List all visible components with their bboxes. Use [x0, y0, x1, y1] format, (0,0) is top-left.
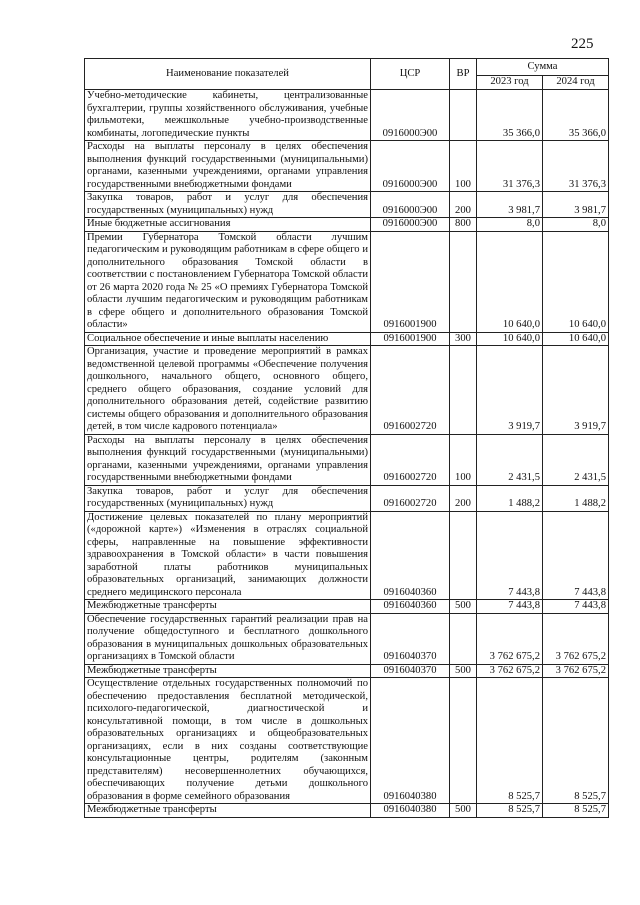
table-row: [85, 346, 609, 435]
table-row: [85, 218, 609, 232]
row-vr: 300: [450, 332, 477, 346]
page-number: 225: [571, 36, 594, 52]
row-name: Организация, участие и проведение мероприятий в рамках ведомственной целевой программы «Обеспечение получения дошкольного, начального общего, основного общего, среднего общего образования, создание условий для дополнительного образования детей, содействие развитию системы общего образования и дополнительного образования детей, в том числе кадрового потенциала»: [85, 346, 371, 435]
row-sum-2024: 35 366,0: [543, 90, 609, 141]
row-vr: 200: [450, 485, 477, 511]
row-name: Межбюджетные трансферты: [85, 804, 371, 818]
header-year-2024: 2024 год: [543, 76, 609, 90]
row-sum-2024: 1 488,2: [543, 485, 609, 511]
table-row: [85, 141, 609, 192]
table-row: [85, 192, 609, 218]
row-vr: 500: [450, 600, 477, 614]
row-sum-2024: 10 640,0: [543, 231, 609, 332]
row-sum-2023: 2 431,5: [477, 434, 543, 485]
table-row: [85, 231, 609, 332]
table-body: [85, 90, 609, 818]
row-sum-2023: 8,0: [477, 218, 543, 232]
row-vr: [450, 613, 477, 664]
table-row: [85, 485, 609, 511]
table-row: [85, 434, 609, 485]
row-sum-2024: 8,0: [543, 218, 609, 232]
row-name: Иные бюджетные ассигнования: [85, 218, 371, 232]
row-sum-2024: 31 376,3: [543, 141, 609, 192]
row-name: Социальное обеспечение и иные выплаты населению: [85, 332, 371, 346]
row-sum-2024: 10 640,0: [543, 332, 609, 346]
row-sum-2023: 8 525,7: [477, 804, 543, 818]
row-name: Расходы на выплаты персоналу в целях обеспечения выполнения функций государственными (муниципальными) органами, казенными учреждениями, органами управления государственными внебюджетными фондами: [85, 434, 371, 485]
row-sum-2024: 8 525,7: [543, 678, 609, 804]
row-vr: [450, 90, 477, 141]
row-csr: 0916000Э00: [371, 141, 450, 192]
row-csr: 0916002720: [371, 434, 450, 485]
table-row: [85, 511, 609, 600]
row-csr: 0916040370: [371, 613, 450, 664]
row-csr: 0916001900: [371, 332, 450, 346]
row-vr: [450, 346, 477, 435]
row-csr: 0916001900: [371, 231, 450, 332]
row-sum-2023: 31 376,3: [477, 141, 543, 192]
header-sum: Сумма: [477, 59, 609, 76]
row-vr: 100: [450, 434, 477, 485]
row-sum-2024: 3 762 675,2: [543, 664, 609, 678]
row-name: Расходы на выплаты персоналу в целях обеспечения выполнения функций государственными (муниципальными) органами, казенными учреждениями, органами управления государственными внебюджетными фондами: [85, 141, 371, 192]
row-sum-2023: 3 762 675,2: [477, 664, 543, 678]
table-row: [85, 332, 609, 346]
row-csr: 0916002720: [371, 485, 450, 511]
row-vr: [450, 231, 477, 332]
row-sum-2024: 3 981,7: [543, 192, 609, 218]
row-name: Межбюджетные трансферты: [85, 664, 371, 678]
row-csr: 0916040360: [371, 600, 450, 614]
row-sum-2023: 3 981,7: [477, 192, 543, 218]
row-name: Учебно-методические кабинеты, централизованные бухгалтерии, группы хозяйственного обслуживания, учебные фильмотеки, межшкольные учебно-производственные комбинаты, логопедические пункты: [85, 90, 371, 141]
row-sum-2023: 3 762 675,2: [477, 613, 543, 664]
table-row: [85, 613, 609, 664]
row-name: Закупка товаров, работ и услуг для обеспечения государственных (муниципальных) нужд: [85, 192, 371, 218]
table-row: [85, 678, 609, 804]
row-csr: 0916040360: [371, 511, 450, 600]
row-vr: [450, 678, 477, 804]
row-sum-2023: 8 525,7: [477, 678, 543, 804]
row-vr: 500: [450, 804, 477, 818]
row-vr: 200: [450, 192, 477, 218]
table-row: [85, 90, 609, 141]
row-sum-2024: 3 762 675,2: [543, 613, 609, 664]
row-vr: [450, 511, 477, 600]
header-vr: ВР: [450, 59, 477, 90]
row-name: Премии Губернатора Томской области лучшим педагогическим и руководящим работникам в сфере общего и дополнительного образования Томской области в соответствии с постановлением Губернатора Томской области от 26 марта 2020 года № 25 «О премиях Губернатора Томской области лучшим педагогическим и руководящим работникам в сфере общего и дополнительного образования Томской области»: [85, 231, 371, 332]
row-csr: 0916040380: [371, 804, 450, 818]
row-sum-2024: 7 443,8: [543, 600, 609, 614]
row-sum-2023: 7 443,8: [477, 600, 543, 614]
row-sum-2024: 8 525,7: [543, 804, 609, 818]
row-vr: 800: [450, 218, 477, 232]
table-row: [85, 600, 609, 614]
header-csr: ЦСР: [371, 59, 450, 90]
table-row: [85, 804, 609, 818]
header-year-2023: 2023 год: [477, 76, 543, 90]
row-vr: 100: [450, 141, 477, 192]
row-csr: 0916002720: [371, 346, 450, 435]
row-sum-2024: 2 431,5: [543, 434, 609, 485]
row-sum-2023: 35 366,0: [477, 90, 543, 141]
row-name: Достижение целевых показателей по плану мероприятий («дорожной карте») «Изменения в отраслях социальной сферы, направленные на повышение эффективности здравоохранения в Томской области» в части повышения заработной платы работников муниципальных образовательных организаций, занимающих должности среднего медицинского персонала: [85, 511, 371, 600]
table-row: [85, 664, 609, 678]
header-name: Наименование показателей: [85, 59, 371, 90]
row-name: Закупка товаров, работ и услуг для обеспечения государственных (муниципальных) нужд: [85, 485, 371, 511]
row-sum-2023: 7 443,8: [477, 511, 543, 600]
row-name: Осуществление отдельных государственных полномочий по обеспечению предоставления бесплатной методической, психолого-педагогической, диагностической и консультативной помощи, в том числе в дошкольных образовательных организациях и общеобразовательных организациях, если в них созданы соответствующие консультационные центры, родителям (законным представителям) несовершеннолетних обучающихся, обеспечивающих получение детьми дошкольного образования в форме семейного образования: [85, 678, 371, 804]
row-vr: 500: [450, 664, 477, 678]
budget-table: [84, 58, 609, 818]
row-csr: 0916040380: [371, 678, 450, 804]
row-csr: 0916000Э00: [371, 218, 450, 232]
row-sum-2024: 7 443,8: [543, 511, 609, 600]
row-name: Межбюджетные трансферты: [85, 600, 371, 614]
row-sum-2023: 10 640,0: [477, 231, 543, 332]
row-csr: 0916000Э00: [371, 192, 450, 218]
row-sum-2023: 10 640,0: [477, 332, 543, 346]
row-csr: 0916040370: [371, 664, 450, 678]
row-sum-2024: 3 919,7: [543, 346, 609, 435]
row-name: Обеспечение государственных гарантий реализации прав на получение общедоступного и бесплатного дошкольного образования в муниципальных дошкольных образовательных организациях в Томской области: [85, 613, 371, 664]
row-csr: 0916000Э00: [371, 90, 450, 141]
row-sum-2023: 1 488,2: [477, 485, 543, 511]
row-sum-2023: 3 919,7: [477, 346, 543, 435]
